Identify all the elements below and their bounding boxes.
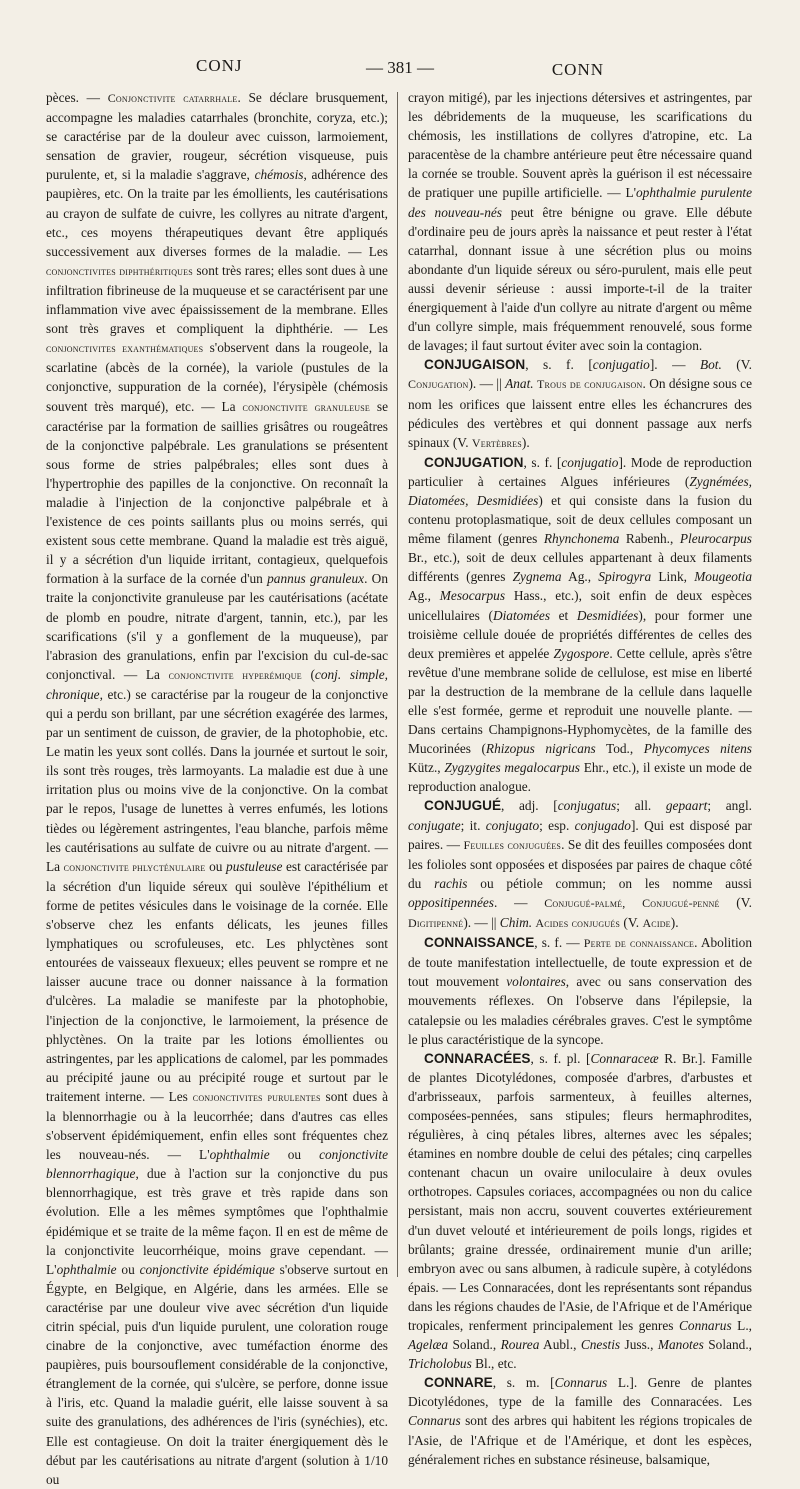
right-column <box>408 88 753 1467</box>
running-header <box>46 56 754 84</box>
headword-conjugation: CONJUGATION <box>424 454 524 470</box>
conjonctivite-continuation: pèces. — Conjonctivite catarrhale. Se déclare brusquement, accompagne les maladies catarrhales (bronchite, coryza, etc.); se caractérise par de la douleur avec cuisson, larmoiement, sensation de gravier, rougeur, sécrétion visqueuse, puis purulente, et, si la maladie s'aggrave, chémosis, adhérence des paupières, etc. On la traite par les émollients, les cautérisations au crayon de sulfate de cuivre, les collyres au nitrate d'argent, etc., ces moyens thérapeutiques devant être appliqués successivement aux diverses formes de la maladie. — Les conjonctivites diphthéritiques sont très rares; elles sont dues à une infiltration fibrineuse de la muqueuse et se caractérisent par une inflammation vive avec épaississement de la membrane. Elles sont très graves et compliquent la diphthérie. — Les conjonctivites exanthématiques s'observent dans la rougeole, la scarlatine (abcès de la cornée), la variole (pustules de la conjonctive, suppuration de la cornée), l'érysipèle (chémosis souvent très marqué), etc. — La conjonctivite granuleuse se caractérise par la formation de saillies grisâtres ou rougeâtres de la conjonctive palpébrale. Les granulations se présentent sous forme de stries palpébrales; elles sont dues à l'hypertrophie des papilles de la conjonctive. On reconnaît la maladie à l'injection de la conjonctive palpébrale et à l'existence de ces points saillants plus ou moins serrés, qui existent sous cette membrane. Quand la maladie est très aiguë, il y a sécrétion d'un liquide irritant, contagieux, quelquefois formation à la surface de la cornée d'un pannus granuleux. On traite la conjonctivite granuleuse par les cautérisations (acétate de plomb en poudre, nitrate d'argent, tannin, etc.), par les scarifications (s'il y a gonflement de la muqueuse), par l'abrasion des granulations, enfin par l'excision du cul-de-sac conjonctival. — La conjonctivite hyperémique (conj. simple, chronique, etc.) se caractérise par la rougeur de la conjonctive qui a perdu son brillant, par une sécrétion exagérée des larmes, par un sentiment de cuisson, de gravier, de la photophobie, etc. Le matin les yeux sont collés. Dans la journée et surtout le soir, ils sont très rouges, très larmoyants. La maladie est due à une irritation plus ou moins vive de la conjonctive. On la combat par le repos, l'usage de lunettes à verres enfumés, les lotions tièdes ou légèrement astringentes, l'eau blanche, parfois même les cautérisations au sulfate de cuivre ou au nitrate d'argent. — La conjonctivite phlycténulaire ou pustuleuse est caractérisée par la sécrétion d'un liquide séreux qui soulève l'épithélium et forme de petites vésicules dans le voisinage de la cornée. Elle s'observe chez les enfants délicats, les jeunes filles lymphatiques ou scrofuleuses, etc. Les phlyctènes sont entourées de vaisseaux flexueux; elles peuvent se rompre et ne laisser aucune trace ou donner naissance à la formation d'ulcères. La maladie se manifeste par la photophobie, l'injection de la conjonctive, le larmoiement, la présence de phlyctènes. On la traite par les lotions émollientes ou astringentes, par les applications de calomel, par les pommades au précipité jaune ou au précipité rouge et surtout par le traitement interne. — Les conjonctivites purulentes sont dues à la blennorrhagie ou à la leucorrhée; dans d'autres cas elles s'observent épidémiquement, enfin elles sont fréquentes chez les nouveau-nés. — L'ophthalmie ou conjonctivite blennorrhagique, due à l'action sur la conjonctive du pus blennorrhagique, est très grave et très rapide dans son évolution. Elle a les mêmes symptômes que l'ophthalmie épidémique et se traite de la même façon. Il en est de même de la conjonctivite leucorrhéique, moins grave cependant. — L'ophthalmie ou conjonctivite épidémique s'observe surtout en Égypte, en Belgique, en Algérie, dans les armées. Elle se caractérise par une douleur vive avec sécrétion d'un liquide citrin spécial, puis d'un liquide purulent, une coloration rouge cinabre de la conjonctive, avec tuméfaction énorme des paupières, puis boursouflement considérable de la conjonctive, étranglement de la cornée, qui s'ulcère, se perfore, donne issue à l'iris, etc. Quand la maladie guérit, elle laisse souvent à sa suite des granulations, des adhérences de l'iris (synéchies), etc. Elle est contagieuse. On doit la traiter énergiquement dès le début par les cautérisations au nitrate d'argent (solution à 1/10 ou <box>46 90 389 1487</box>
entry-connare: CONNARE, s. m. [Connarus L.]. Genre de plantes Dicotylédones, type de la famille des Connaracées. Les Connarus sont des arbres qui habitent les régions tropicales de l'Asie, de l'Afrique et de l'Amérique, et dont les espèces, généralement riches en substance résineuse, balsamique, <box>408 1375 752 1467</box>
headword-conjugaison: CONJUGAISON <box>424 357 526 373</box>
term-conjonctivites-exanthematiques: conjonctivites exanthématiques <box>46 341 204 356</box>
entry-conjugue: CONJUGUÉ, adj. [conjugatus; all. gepaart; angl. conjugate; it. conjugato; esp. conjugado]. Qui est disposé par paires. — Feuilles conjuguées. Se dit des feuilles composées dont les folioles sont opposées et disposées par paires de chaque côté du rachis ou pétiole commun; on les nomme aussi oppositipennées. — Conjugué-palmé, Conjugué-penné (V. Digitipenné). — || Chim. Acides conjugués (V. Acide). <box>408 798 752 931</box>
headword-conjugue: CONJUGUÉ <box>424 798 502 814</box>
term-conjonctivites-purulentes: conjonctivites purulentes <box>192 1089 321 1104</box>
entry-connaracees: CONNARACÉES, s. f. pl. [Connaraceæ R. Br.]. Famille de plantes Dicotylédones, composée d'arbres, d'arbustes et d'arbrisseaux, parfois sarmenteux, à feuilles alternes, composées-pennées, sans stipules; fleurs hermaphrodites, régulières, à cinq pétales libres, alternes avec les sépales; étamines en nombre double de celui des pétales; cinq carpelles contenant chacun un ovaire uniloculaire à deux ovules orthotropes. Capsules coriaces, accompagnées ou non du calice persistant, mais non accru, souvent couvertes extérieurement d'un duvet velouté et intérieurement de poils longs, rigides et brûlants; graine dressée, ordinairement munie d'un arille; embryon avec ou sans albumen, à radicule supère, à cotylédons épais. — Les Connaracées, dont les représentants sont répandus dans les régions chaudes de l'Asie, de l'Afrique et de l'Amérique tropicales, renferment principalement les genres Connarus L., Agelæa Soland., Rourea Aubl., Cnestis Juss., Manotes Soland., Tricholobus Bl., etc. <box>408 1050 752 1372</box>
left-column <box>46 88 389 1487</box>
header-left-guide-word: CONJ <box>196 56 243 75</box>
term-conjonctivite-granuleuse: conjonctivite granuleuse <box>242 399 370 414</box>
term-conjonctivite-phlyctenulaire: conjonctivite phlycténulaire <box>63 859 206 874</box>
ophthalmie-continuation: crayon mitigé), par les injections détersives et astringentes, par les débridements de la muqueuse, les scarifications du chémosis, les instillations de collyres d'atropine, etc. La paracentèse de la chambre antérieure peut être nécessaire quand la cornée se trouble. Souvent après la guérison il est nécessaire de pratiquer une pupille artificielle. — L'ophthalmie purulente des nouveau-nés peut être bénigne ou grave. Elle débute d'ordinaire peu de jours après la naissance et peut rester à l'état catarrhal, donnant issue à une sécrétion plus ou moins abondante d'un liquide séreux ou séro-purulent, mais elle peut aussi devenir sérieuse : aussi importe-t-il de la traiter énergiquement à l'aide d'un collyre au nitrate d'argent ou même d'un collyre simple, mais fréquemment renouvelé, sous forme de lavages; il faut surtout éviter avec soin la contagion. <box>408 90 752 354</box>
header-right-guide-word: CONN <box>551 60 604 79</box>
headword-connaissance: CONNAISSANCE <box>424 935 535 951</box>
term-conjonctivite-catarrhale: Conjonctivite catarrhale <box>107 91 238 105</box>
term-conjonctivites-diphtheritiques: conjonctivites diphthéritiques <box>46 263 193 278</box>
headword-connare: CONNARE <box>424 1375 493 1391</box>
entry-connaissance: CONNAISSANCE, s. f. — Perte de connaissance. Abolition de toute manifestation intellectuelle, de toute expression et de tout mouvement volontaires, avec ou sans conservation des mouvements réflexes. On l'observe dans l'épilepsie, la catalepsie ou les maladies cérébrales graves. C'est le symptôme le plus caractéristique de la syncope. <box>408 935 753 1047</box>
headword-connaracees: CONNARACÉES <box>424 1050 531 1066</box>
column-divider <box>397 92 398 1277</box>
entry-conjugation: CONJUGATION, s. f. [conjugatio]. Mode de reproduction particulier à certaines Algues inférieures (Zygnémées, Diatomées, Desmidiées) et qui consiste dans la fusion du contenu protoplasmatique, soit de deux cellules composant un même filament (genres Rhynchonema Rabenh., Pleurocarpus Br., etc.), soit de deux cellules appartenant à deux filaments différents (genres Zygnema Ag., Spirogyra Link, Mougeotia Ag., Mesocarpus Hass., etc.), soit enfin de deux espèces unicellulaires (Diatomées et Desmidiées), pour former une troisième cellule douée de propriétés différentes de celles des deux premières et appelée Zygospore. Cette cellule, après s'être revêtue d'une membrane solide de cellulose, est mise en liberté par la destruction de la membrane de la cellule dans laquelle elle s'est formée, germe et reproduit une nouvelle plante. — Dans certains Champignons-Hyphomycètes, de la famille des Mucorinées (Rhizopus nigricans Tod., Phycomyces nitens Kütz., Zygzygites megalocarpus Ehr., etc.), il existe un mode de reproduction analogue. <box>408 454 753 795</box>
term-conjonctivite-hyperemique: conjonctivite hyperémique <box>168 667 302 682</box>
page-number: — 381 — <box>366 58 434 77</box>
entry-conjugaison: CONJUGAISON, s. f. [conjugatio]. — Bot. (V. Conjugation). — || Anat. Trous de conjugaison. On désigne sous ce nom les orifices que laissent entre elles les échancrures des pédicules des vertèbres et qui donnent passage aux nerfs spinaux (V. Vertèbres). <box>408 357 752 450</box>
